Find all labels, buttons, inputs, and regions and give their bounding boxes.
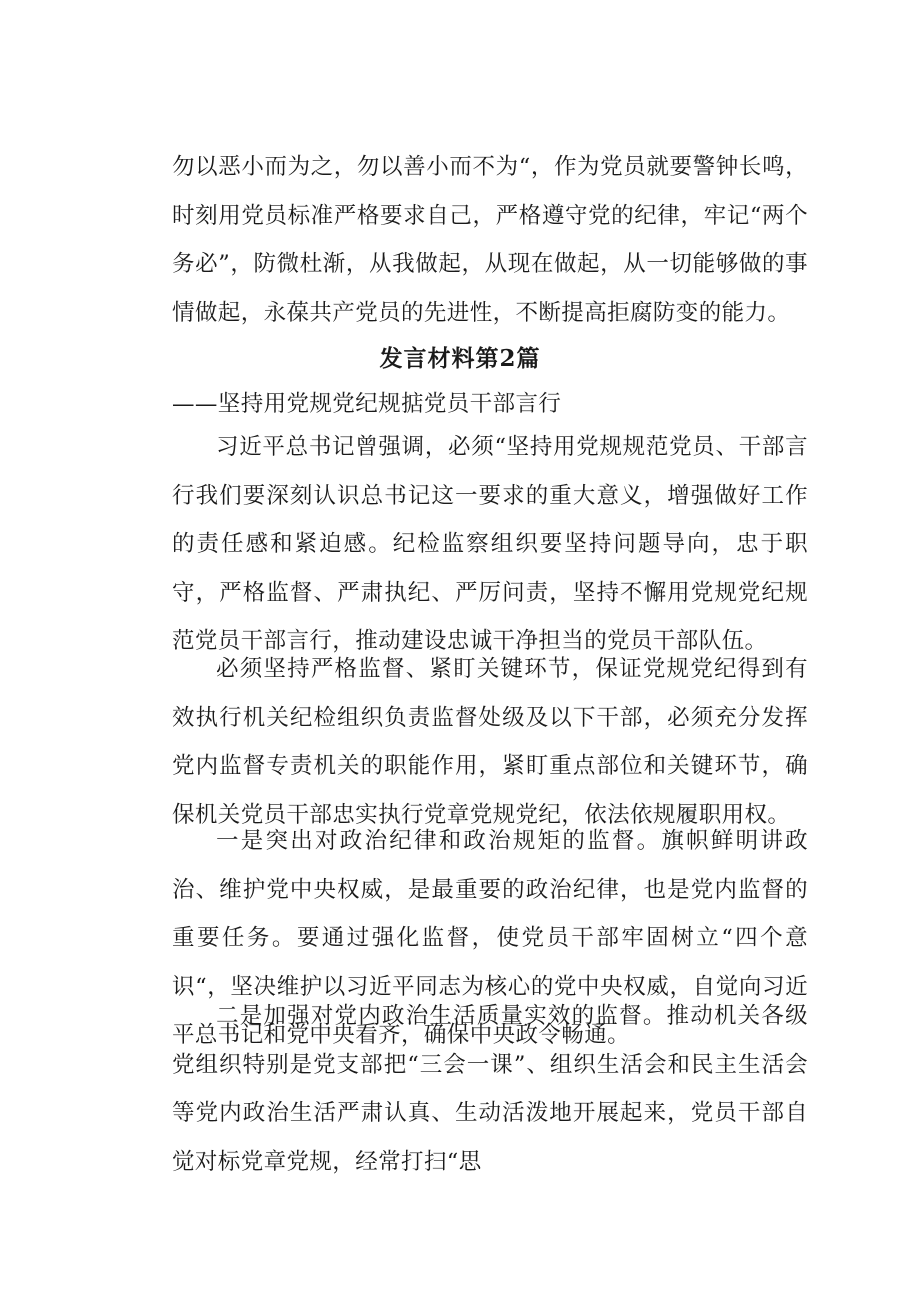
body-paragraph: 一是突出对政治纪律和政治规矩的监督。旗帜鲜明讲政治、维护党中央权威，是最重要的政治纪律，也是党内监督的重要任务。要通过强化监督，使党员干部牢固树立“四个意识“，坚决维护以习近平同志为核心的党中央权威，自觉向习近平总书记和党中央看齐，确保中央政令畅通。 [172, 828, 808, 1048]
section-title: 发言材料第2篇 [379, 345, 541, 372]
body-paragraph: 必须坚持严格监督、紧盯关键环节，保证党规党纪得到有效执行机关纪检组织负责监督处级及以下干部，必须充分发挥党内监督专责机关的职能作用，紧盯重点部位和关键环节，确保机关党员干部忠实执行党章党规党纪，依法依规履职用权。 [172, 656, 808, 828]
body-paragraph: 二是加强对党内政治生活质量实效的监督。推动机关各级党组织特别是党支部把“三会一课”、组织生活会和民主生活会等党内政治生活严肃认真、生动活泼地开展起来，党员干部自觉对标党章党规，经常打扫“思 [172, 1003, 808, 1175]
continuation-paragraph: 勿以恶小而为之，勿以善小而不为“，作为党员就要警钟长鸣，时刻用党员标准严格要求自己，严格遵守党的纪律，牢记“两个务必”，防微杜渐，从我做起，从现在做起，从一切能够做的事情做起，永葆共产党员的先进性，不断提高拒腐防变的能力。 [172, 154, 808, 326]
section-subtitle: ——坚持用党规党纪规掂党员干部言行 [172, 391, 562, 417]
body-paragraph: 习近平总书记曾强调，必须“坚持用党规规范党员、干部言行我们要深刻认识总书记这一要求的重大意义，增强做好工作的责任感和紧迫感。纪检监察组织要坚持问题导向，忠于职守，严格监督、严肃执纪、严厉问责，坚持不懈用党规党纪规范党员干部言行，推动建设忠诚干净担当的党员干部队伍。 [172, 434, 808, 654]
